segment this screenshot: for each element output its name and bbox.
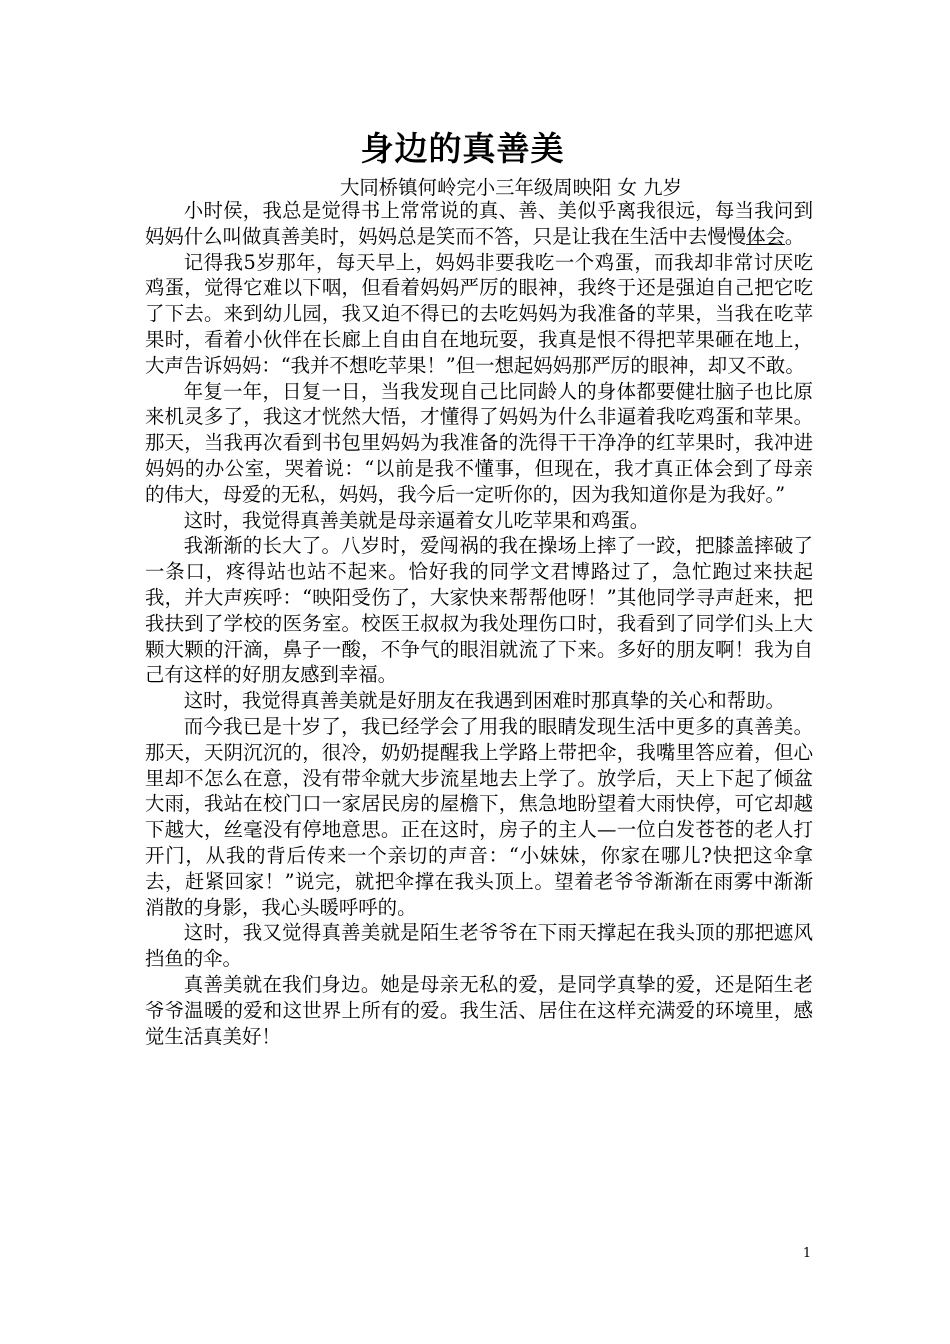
paragraph xyxy=(145,198,813,250)
author-byline: 大同桥镇何岭完小三年级周映阳 女 九岁 xyxy=(340,176,682,199)
paragraph: 我渐渐的长大了。八岁时，爱闯祸的我在操场上摔了一跤，把膝盖摔破了一条口，疼得站也站不起来。恰好我的同学文君博路过了，急忙跑过来扶起我，并大声疾呼：“映阳受伤了，大家快来帮帮他呀！”其他同学寻声赶来，把我扶到了学校的医务室。校医王叔叔为我处理伤口时，我看到了同学们头上大颗大颗的汗滴，鼻子一酸，不争气的眼泪就流了下来。多好的朋友啊！我为自己有这样的好朋友感到幸福。 xyxy=(145,534,813,687)
paragraph: 这时，我觉得真善美就是好朋友在我遇到困难时那真挚的关心和帮助。 xyxy=(183,689,785,713)
paragraph: 记得我5岁那年，每天早上，妈妈非要我吃一个鸡蛋，而我却非常讨厌吃鸡蛋，觉得它难以下咽，但看着妈妈严厉的眼神，我终于还是强迫自己把它吃了下去。来到幼儿园，我又迫不得已的去吃妈妈为我准备的苹果，当我在吃苹果时，看着小伙伴在长廊上自由自在地玩耍，我真是恨不得把苹果砸在地上，大声告诉妈妈：“我并不想吃苹果！”但一想起妈妈那严厉的眼神，却又不敢。 xyxy=(145,250,813,377)
paragraph: 而今我已是十岁了，我已经学会了用我的眼睛发现生活中更多的真善美。那天，天阴沉沉的，很冷，奶奶提醒我上学路上带把伞，我嘴里答应着，但心里却不怎么在意，没有带伞就大步流星地去上学了。放学后，天上下起了倾盆大雨，我站在校门口一家居民房的屋檐下，焦急地盼望着大雨快停，可它却越下越大，丝毫没有停地意思。正在这时，房子的主人—一位白发苍苍的老人打开门，从我的背后传来一个亲切的声音：“小妹妹，你家在哪儿?快把这伞拿去，赶紧回家！”说完，就把伞撑在我头顶上。望着老爷爷渐渐在雨雾中渐渐消散的身影，我心头暖呼呼的。 xyxy=(145,714,813,919)
underlined-word: 体会 xyxy=(746,224,785,248)
page-number: 1 xyxy=(802,1246,812,1261)
paragraph: 年复一年，日复一日，当我发现自己比同龄人的身体都要健壮脑子也比原来机灵多了，我这才恍然大悟，才懂得了妈妈为什么非逼着我吃鸡蛋和苹果。那天，当我再次看到书包里妈妈为我准备的洗得干干净净的红苹果时，我冲进妈妈的办公室，哭着说：“以前是我不懂事，但现在，我才真正体会到了母亲的伟大，母爱的无私，妈妈，我今后一定听你的，因为我知道你是为我好。” xyxy=(145,379,813,506)
paragraph: 真善美就在我们身边。她是母亲无私的爱，是同学真挚的爱，还是陌生老爷爷温暖的爱和这世界上所有的爱。我生活、居住在这样充满爱的环境里，感觉生活真美好！ xyxy=(145,972,813,1048)
document-title: 身边的真善美 xyxy=(360,129,565,168)
paragraph: 这时，我觉得真善美就是母亲逼着女儿吃苹果和鸡蛋。 xyxy=(183,508,650,532)
document-body xyxy=(145,198,813,1049)
paragraph-text: 。 xyxy=(784,224,805,248)
paragraph: 这时，我又觉得真善美就是陌生老爷爷在下雨天撑起在我头顶的那把遮风挡鱼的伞。 xyxy=(145,921,813,971)
paragraph-text: 小时侯，我总是觉得书上常常说的真、善、美似乎离我很远，每当我问到妈妈什么叫做真善美时，妈妈总是笑而不答，只是让我在生活中去慢慢 xyxy=(145,199,813,248)
